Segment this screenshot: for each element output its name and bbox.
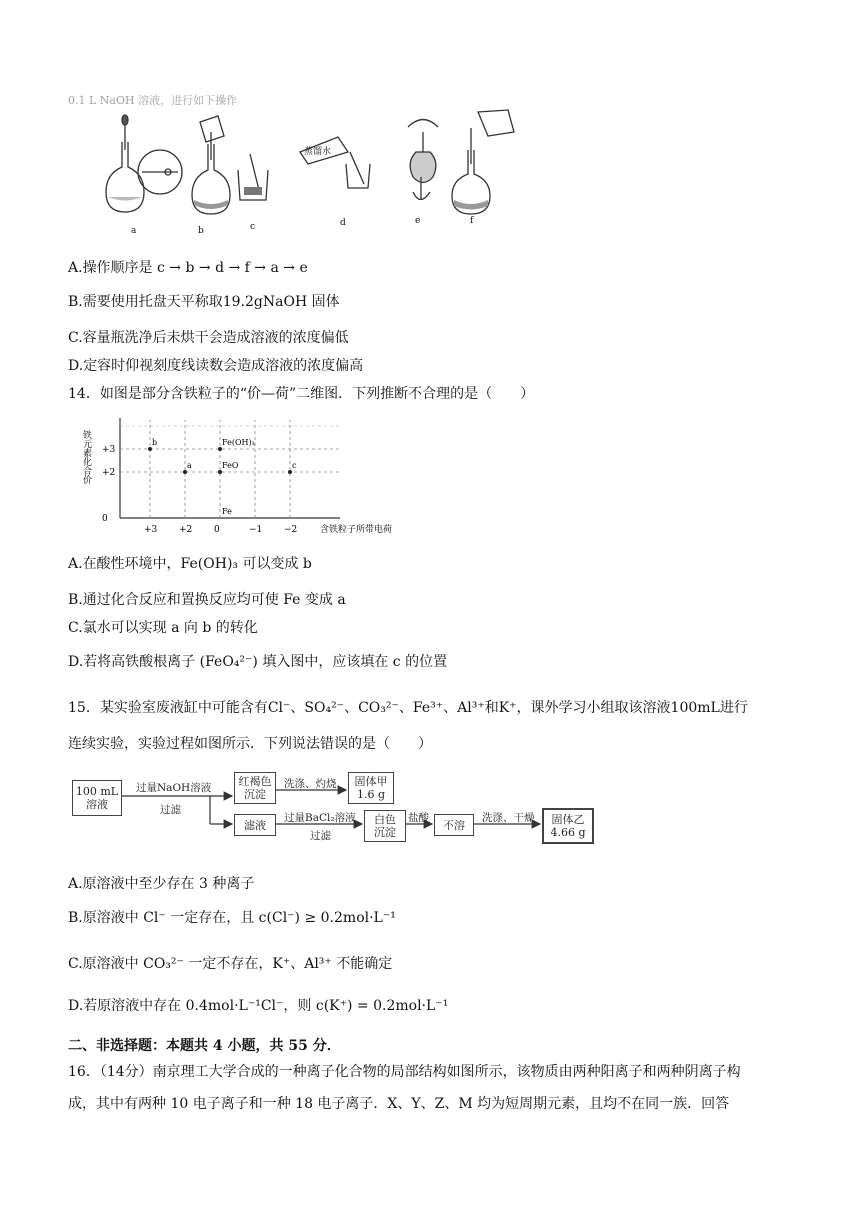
flow-step1-reagent: 过量NaOH溶液	[136, 782, 212, 794]
q14-option-b: B.通过化合反应和置换反应均可使 Fe 变成 a	[68, 592, 346, 608]
point-a	[183, 470, 187, 474]
y-axis-title: 铁元素化合价	[81, 430, 91, 484]
q15-option-a: A.原溶液中至少存在 3 种离子	[68, 876, 255, 892]
q15-option-b: B.原溶液中 Cl⁻ 一定存在，且 c(Cl⁻) ≥ 0.2mol·L⁻¹	[68, 910, 396, 926]
flow-filtrate: 滤液	[234, 814, 276, 836]
x-axis-title: 含铁粒子所带电荷	[320, 525, 393, 535]
flow-solid-b: 固体乙 4.66 g	[542, 808, 594, 844]
flow-start-solution: 100 mL 溶液	[72, 780, 122, 816]
q13-option-a: A.操作顺序是 c → b → d → f → a → e	[68, 260, 308, 276]
point-Fe(OH)₃	[218, 447, 222, 451]
x-tick-label: −1	[249, 525, 263, 535]
q16-line1: 16．（14分）南京理工大学合成的一种离子化合物的局部结构如图所示，该物质由两种阳离子和两种阴离子构	[68, 1064, 741, 1080]
q14-option-d: D.若将高铁酸根离子 (FeO₄²⁻) 填入图中，应该填在 c 的位置	[68, 654, 448, 670]
flow-hydrochloric-acid: 盐酸	[408, 812, 429, 824]
q13-option-d: D.定容时仰视刻度线读数会造成溶液的浓度偏高	[68, 358, 364, 374]
q14-valence-charge-chart	[80, 410, 400, 540]
q15-option-c: C.原溶液中 CO₃²⁻ 一定不存在，K⁺、Al³⁺ 不能确定	[68, 956, 393, 972]
x-tick-label: 0	[214, 525, 220, 535]
y-tick-label: 0	[102, 514, 108, 524]
q15-option-d: D.若原溶液中存在 0.4mol·L⁻¹Cl⁻，则 c(K⁺) = 0.2mol·L⁻¹	[68, 998, 449, 1014]
q16-line2: 成，其中有两种 10 电子离子和一种 18 电子离子．X、Y、Z、M 均为短周期元素，且均不在同一族．回答	[68, 1096, 730, 1112]
flow-wash-burn: 洗涤、灼烧	[284, 778, 337, 790]
point-label: a	[187, 461, 192, 470]
q13-apparatus-figure	[68, 92, 528, 242]
q14-option-c: C.氯水可以实现 a 向 b 的转化	[68, 620, 258, 636]
flow-insoluble: 不溶	[434, 814, 474, 836]
chart-svg	[80, 410, 400, 540]
label-f: f	[470, 216, 474, 226]
flow-red-brown-precipitate: 红褐色 沉淀	[234, 772, 276, 804]
x-tick-label: +2	[179, 525, 193, 535]
flow-solid-a: 固体甲 1.6 g	[348, 772, 394, 804]
y-tick-label: +2	[102, 468, 116, 478]
point-c	[288, 470, 292, 474]
flow-step1-filter: 过滤	[160, 804, 181, 816]
x-tick-label: +3	[144, 525, 158, 535]
q13-figure-header: 0.1 L NaOH 溶液，进行如下操作	[68, 94, 238, 107]
y-tick-label: +3	[102, 445, 116, 455]
q14-stem: 14．如图是部分含铁粒子的“价—荷”二维图．下列推断不合理的是（ ）	[68, 386, 535, 402]
point-label: Fe	[222, 507, 232, 516]
label-b: b	[198, 226, 204, 236]
point-label: b	[152, 438, 158, 447]
section-2-heading: 二、非选择题：本题共 4 小题，共 55 分．	[68, 1038, 341, 1054]
q13-option-b: B.需要使用托盘天平称取19.2gNaOH 固体	[68, 294, 340, 310]
flow-wash-dry: 洗涤、干燥	[482, 812, 535, 824]
q15-flow-diagram	[70, 766, 630, 862]
label-a: a	[131, 226, 137, 236]
point-label: FeO	[222, 461, 239, 470]
x-tick-label: −2	[284, 525, 298, 535]
point-label: c	[292, 461, 297, 470]
label-e: e	[415, 216, 421, 226]
point-b	[148, 447, 152, 451]
q14-option-a: A.在酸性环境中，Fe(OH)₃ 可以变成 b	[68, 556, 312, 572]
q15-stem-line1: 15．某实验室废液缸中可能含有Cl⁻、SO₄²⁻、CO₃²⁻、Fe³⁺、Al³⁺和K⁺，课外学习小组取该溶液100mL进行	[68, 700, 748, 716]
point-label: Fe(OH)₃	[222, 438, 255, 447]
flow-step2-filter: 过滤	[310, 830, 331, 842]
label-c: c	[250, 222, 256, 232]
point-FeO	[218, 470, 222, 474]
lab-apparatus-drawing	[68, 92, 528, 242]
flow-white-precipitate: 白色 沉淀	[364, 810, 406, 842]
label-water: 蒸馏水	[304, 147, 332, 157]
flow-step2-reagent: 过量BaCl₂溶液	[284, 812, 356, 824]
q15-stem-line2: 连续实验，实验过程如图所示．下列说法错误的是（ ）	[68, 736, 432, 752]
label-d: d	[340, 218, 346, 228]
q13-option-c: C.容量瓶洗净后未烘干会造成溶液的浓度偏低	[68, 330, 349, 346]
